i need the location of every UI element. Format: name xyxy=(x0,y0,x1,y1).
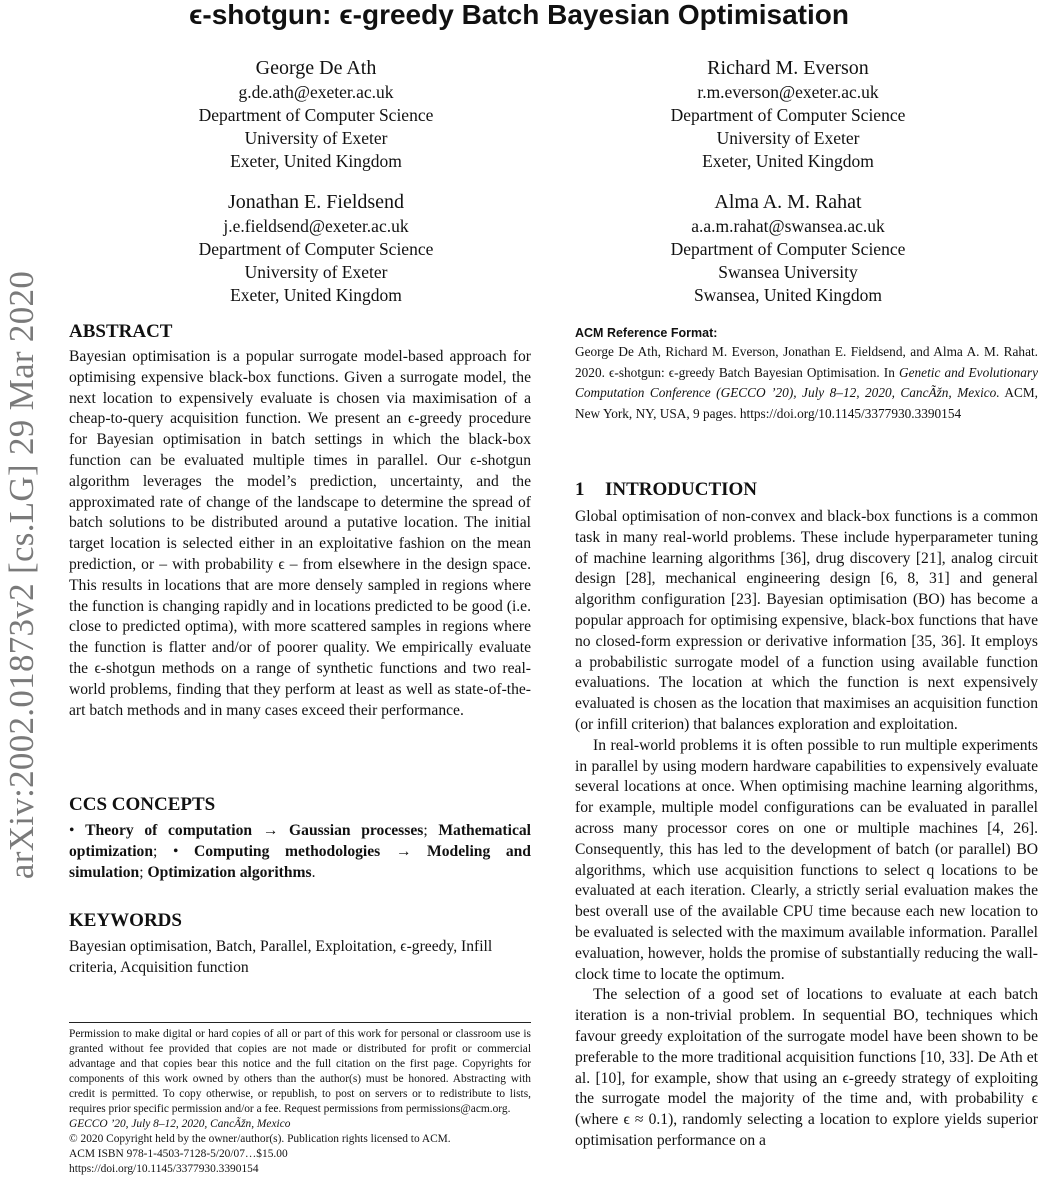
author-name: Jonathan E. Fieldsend xyxy=(227,191,405,213)
author-inst: Swansea University xyxy=(718,262,858,282)
author-location: Exeter, United Kingdom xyxy=(230,285,402,305)
abstract-section xyxy=(69,320,531,721)
arxiv-stamp-text: arXiv:2002.01873v2 [cs.LG] 29 Mar 2020 xyxy=(2,270,41,880)
author-inst: University of Exeter xyxy=(716,128,860,148)
author-location: Exeter, United Kingdom xyxy=(230,151,402,171)
intro-paragraph: The selection of a good set of locations to evaluate at each batch iteration is a non-trivial problem. In sequential BO, techniques which favour greedy exploitation of the surrogate model have been shown to be preferable to the more traditional acquisition functions [10, 33]. De Ath et al. [10], for example, show that using an ϵ-greedy strategy of exploiting the surrogate model the majority of the time and, with probability ϵ (where ϵ ≈ 0.1), randomly selecting a location to explore yields superior optimisation performance on a xyxy=(575,986,1038,1149)
paper-title: ϵ-shotgun: ϵ-greedy Batch Bayesian Optimisation xyxy=(189,0,849,30)
footnote-block xyxy=(69,1027,531,1177)
author-email: a.a.m.rahat@swansea.ac.uk xyxy=(691,216,885,236)
acm-reference-text: George De Ath, Richard M. Everson, Jonathan E. Fieldsend, and Alma A. M. Rahat. 2020. ϵ-shotgun: ϵ-greedy Batch Bayesian Optimisation. In Genetic and Evolutionary Computation Conference (GECCO ’20), July 8–12, 2020, CancÃžn, Mexico. ACM, New York, NY, USA, 9 pages. https://doi.org/10.1145/3377930.3390154 xyxy=(575,344,1038,422)
author-inst: University of Exeter xyxy=(244,262,388,282)
introduction-heading: 1 INTRODUCTION xyxy=(575,479,758,500)
author-dept: Department of Computer Science xyxy=(198,239,434,259)
author-location: Exeter, United Kingdom xyxy=(702,151,874,171)
keywords-heading: KEYWORDS xyxy=(69,910,182,931)
ccs-text: • Theory of computation → Gaussian processes; Mathematical optimization; • Computing methodologies → Modeling and simulation; Optimization algorithms. xyxy=(69,822,532,881)
introduction-section xyxy=(575,478,1038,1152)
author-name: Richard M. Everson xyxy=(707,57,869,79)
author-block xyxy=(146,189,486,307)
intro-paragraph: Global optimisation of non-convex and black-box functions is a common task in many real-world problems. These include hyperparameter tuning of machine learning algorithms [36], drug discovery [21], analog circuit design [28], mechanical engineering design [6, 8, 31] and general algorithm configuration [23]. Bayesian optimisation (BO) has become a popular approach for optimising expensive, black-box functions that have no closed-form expression or derivative information [35, 36]. It employs a probabilistic surrogate model of a function using available function evaluations. The location at which the function is next expensively evaluated is chosen as the location that maximises an acquisition function (or infill criterion) that balances exploration and exploitation. xyxy=(575,508,1038,733)
author-email: j.e.fieldsend@exeter.ac.uk xyxy=(223,216,409,236)
author-block xyxy=(618,189,958,307)
acm-reference-label: ACM Reference Format: xyxy=(575,326,718,340)
acm-reference-venue: Genetic and Evolutionary Computation Conference (GECCO ’20), July 8–12, 2020, CancÃžn, Mexico. xyxy=(575,364,1038,401)
ccs-section xyxy=(69,793,531,883)
author-name: George De Ath xyxy=(255,57,377,79)
acm-reference xyxy=(575,326,1038,425)
abstract-heading: ABSTRACT xyxy=(69,321,173,342)
author-inst: University of Exeter xyxy=(244,128,388,148)
intro-paragraph: In real-world problems it is often possible to run multiple experiments in parallel by using modern hardware capabilities to expensively evaluate several locations at once. When optimising machine learning algorithms, for example, multiple model configurations can be evaluated in parallel across many processor cores on one or multiple machines [4, 26]. Consequently, this has led to the development of batch (or parallel) BO algorithms, which use acquisition functions to select q locations to be evaluated at each iteration. Clearly, a strictly serial evaluation makes the best overall use of the available CPU time because each new location to be evaluated is selected with the maximum available information. Parallel evaluation, however, holds the promise of substantially reducing the wall-clock time to locate the optimum. xyxy=(575,736,1038,983)
abstract-text: Bayesian optimisation is a popular surrogate model-based approach for optimising expensive black-box functions. Given a surrogate model, the next location to expensively evaluate is chosen via maximisation of a cheap-to-query acquisition function. We present an ϵ-greedy procedure for Bayesian optimisation in batch settings in which the black-box function can be evaluated multiple times in parallel. Our ϵ-shotgun algorithm leverages the model’s prediction, uncertainty, and the approximated rate of change of the landscape to determine the spread of batch solutions to be distributed around a putative location. The initial target location is selected either in an exploitative fashion on the mean prediction, or – with probability ϵ – from elsewhere in the design space. This results in locations that are more densely sampled in regions where the function is changing rapidly and in locations predicted to be good (i.e. close to predicted optima), with more scattered samples in regions where the function is flatter and/or of poorer quality. We empirically evaluate the ϵ-shotgun methods on a range of synthetic functions and two real-world problems, finding that they perform at least as well as state-of-the-art batch methods and in many cases exceed their performance. xyxy=(69,348,531,719)
author-dept: Department of Computer Science xyxy=(670,239,906,259)
author-dept: Department of Computer Science xyxy=(198,105,434,125)
doi-link[interactable]: https://doi.org/10.1145/3377930.3390154 xyxy=(69,1163,259,1175)
permission-notice: Permission to make digital or hard copies of all or part of this work for personal or classroom use is granted without fee provided that copies are not made or distributed for profit or commercial advantage and that copies bear this notice and the full citation on the first page. Copyrights for components of this work owned by others than the author(s) must be honored. Abstracting with credit is permitted. To copy otherwise, or republish, to post on servers or to redistribute to lists, requires prior specific permission and/or a fee. Request permissions from permissions@acm.org. xyxy=(69,1028,531,1115)
conference-info: GECCO ’20, July 8–12, 2020, CancÃžn, Mexico xyxy=(69,1118,291,1130)
author-email: r.m.everson@exeter.ac.uk xyxy=(697,82,879,102)
author-block xyxy=(618,55,958,173)
ccs-heading: CCS CONCEPTS xyxy=(69,794,216,815)
author-block xyxy=(146,55,486,173)
keywords-text: Bayesian optimisation, Batch, Parallel, Exploitation, ϵ-greedy, Infill criteria, Acquisition function xyxy=(69,938,493,976)
keywords-section xyxy=(69,909,531,979)
author-name: Alma A. M. Rahat xyxy=(714,191,862,213)
author-location: Swansea, United Kingdom xyxy=(693,285,883,305)
author-dept: Department of Computer Science xyxy=(670,105,906,125)
isbn: ACM ISBN 978-1-4503-7128-5/20/07…$15.00 xyxy=(69,1148,288,1160)
footnote-divider xyxy=(69,1022,531,1023)
author-email: g.de.ath@exeter.ac.uk xyxy=(238,82,394,102)
arxiv-stamp xyxy=(2,230,42,920)
copyright-notice: © 2020 Copyright held by the owner/author(s). Publication rights licensed to ACM. xyxy=(69,1133,451,1145)
